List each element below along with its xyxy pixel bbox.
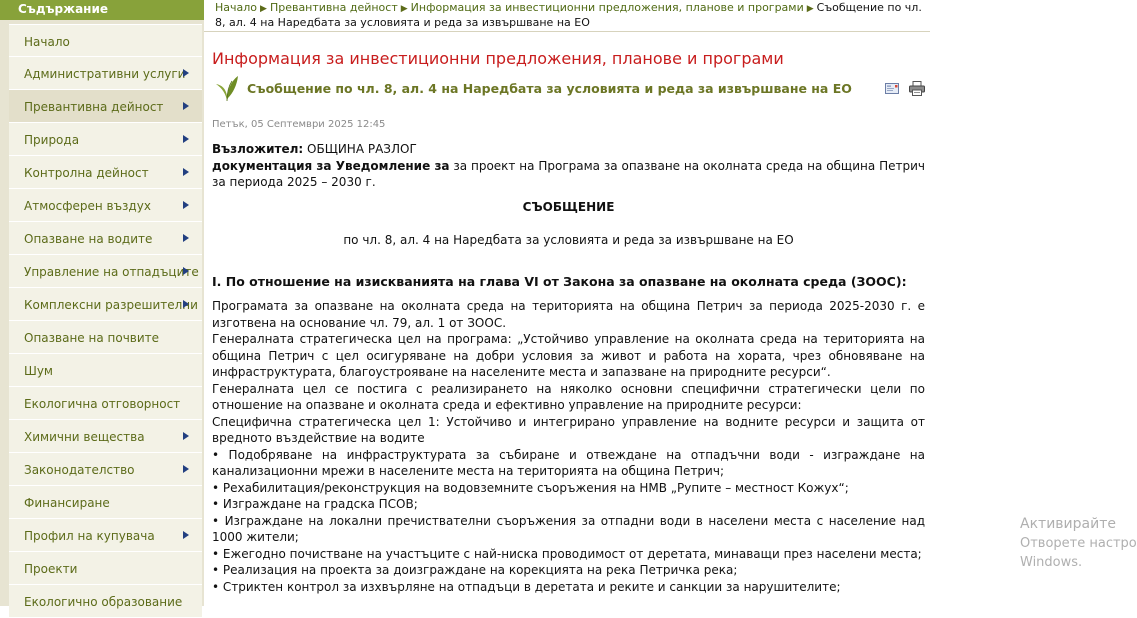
breadcrumb-link-investment-info[interactable]: Информация за инвестиционни предложения, планове и програми [410,1,804,14]
article-date: Петък, 05 Септември 2025 12:45 [212,119,386,130]
print-icon[interactable] [909,81,925,96]
sidebar-item-label: Профил на купувача [24,529,155,543]
chevron-right-icon [183,465,189,473]
list-item: • Стриктен контрол за изхвърляне на отпадъци в деретата и реките и санкции за нарушителите; [212,579,841,594]
sidebar-item-label: Проекти [24,562,78,576]
paragraph: Генералната цел се постига с реализирането на няколко основни специфични стратегически цели по отношение на опазване и околната среда и ефективно управление на природните ресурси: [212,381,925,412]
assignor-line [212,141,925,158]
list-item: • Рехабилитация/реконструкция на водовземните съоръжения на НМВ „Рупите – местност Кожух“; [212,480,849,495]
sidebar-nav [0,20,204,618]
sidebar-item-7[interactable] [9,255,202,288]
assignor-value: ОБЩИНА РАЗЛОГ [303,142,417,156]
breadcrumb-separator-icon: ▶ [260,4,267,14]
chevron-right-icon [183,531,189,539]
documentation-label: документация за Уведомление за [212,158,450,173]
email-icon[interactable] [885,83,899,94]
paragraph: Специфична стратегическа цел 1: Устойчиво и интегрирано управление на водните ресурси и защита от вредното въздействие на водите [212,414,925,445]
breadcrumb-current: Съобщение по чл. 8, ал. 4 на Наредбата за условията и реда за извършване на ЕО [215,1,922,29]
sidebar-header: Съдържание [0,0,204,20]
list-item: • Изграждане на локални пречиствателни съоръжения за отпадни води в населени места с население над 1000 жители; [212,513,925,544]
article-paragraphs [212,298,925,595]
main-content [204,0,1137,606]
sidebar-item-label: Административни услуги [24,67,186,81]
chevron-right-icon [183,69,189,77]
sidebar-item-10[interactable] [9,354,202,387]
sidebar-item-11[interactable] [9,387,202,420]
sidebar-item-label: Контролна дейност [24,166,149,180]
sidebar-item-13[interactable] [9,453,202,486]
watermark-line-3: Windows. [1020,555,1083,570]
section-heading: I. По отношение на изискванията на глава VI от Закона за опазване на околната среда (ЗООС): [212,273,907,289]
breadcrumb [204,0,930,32]
chevron-right-icon [183,267,189,275]
chevron-right-icon [183,432,189,440]
sidebar-item-6[interactable] [9,222,202,255]
list-item: • Изграждане на градска ПСОВ; [212,497,418,511]
chevron-right-icon [183,300,189,308]
paragraph: Генералната стратегическа цел на програма: „Устойчиво управление на околната среда на територията на община Петрич с цел осигуряване на добри условия за живот и работа на хората, чрез обновяване на инфраструктурата, благоустрояване на населените места и запазване на природните ресурси“. [212,332,925,379]
sidebar-item-15[interactable] [9,519,202,552]
paragraph: Програмата за опазване на околната среда на територията на община Петрич за периода 2025-2030 г. е изготвена на основание чл. 79, ал. 1 от ЗООС. [212,299,925,330]
list-item: • Реализация на проекта за доизграждане на корекцията на река Петричка река; [212,563,738,577]
documentation-line [212,158,925,191]
sidebar-item-label: Финансиране [24,496,110,510]
breadcrumb-separator-icon: ▶ [400,4,408,14]
notice-subheading: по чл. 8, ал. 4 на Наредбата за условията и реда за извършване на ЕО [343,233,794,247]
sidebar-item-17[interactable] [9,585,202,618]
chevron-right-icon [183,135,189,143]
sidebar-item-9[interactable] [9,321,202,354]
sidebar-item-4[interactable] [9,156,202,189]
page-title: Информация за инвестиционни предложения, планове и програми [212,49,784,68]
sidebar-item-label: Превантивна дейност [24,100,164,114]
sidebar-item-2[interactable] [9,90,202,123]
sidebar [0,0,204,609]
sidebar-item-12[interactable] [9,420,202,453]
breadcrumb-link-prevention[interactable]: Превантивна дейност [269,1,398,14]
chevron-right-icon [183,201,189,209]
sidebar-item-16[interactable] [9,552,202,585]
article-body [212,141,925,595]
sidebar-item-label: Комплексни разрешителни [24,298,198,312]
sidebar-item-label: Шум [24,364,53,378]
leaf-icon [214,74,240,102]
chevron-right-icon [183,234,189,242]
sidebar-item-label: Природа [24,133,80,147]
list-item: • Подобряване на инфраструктурата за събиране и отвеждане на отпадъчни води - изграждане на канализационни мрежи в населените места на територията на община Петрич; [212,447,925,478]
documentation-text: за проект на Програма за опазване на околната среда на община Петрич за периода 2025 – 2030 г. [212,158,925,189]
sidebar-item-label: Атмосферен въздух [24,199,151,213]
sidebar-item-label: Начало [24,35,70,49]
sidebar-item-label: Химични вещества [24,430,145,444]
sidebar-item-label: Екологично образование [24,595,183,609]
watermark-line-1: Активирайте [1020,516,1116,532]
sidebar-item-0[interactable] [9,24,202,57]
sidebar-item-label: Управление на отпадъците [24,265,199,279]
article-title: Съобщение по чл. 8, ал. 4 на Наредбата за условията и реда за извършване на ЕО [247,81,852,96]
notice-heading: СЪОБЩЕНИЕ [522,199,615,214]
windows-activation-watermark [1020,515,1137,572]
chevron-right-icon [183,168,189,176]
sidebar-item-label: Екологична отговорност [24,397,181,411]
sidebar-item-5[interactable] [9,189,202,222]
chevron-right-icon [183,102,189,110]
sidebar-item-3[interactable] [9,123,202,156]
watermark-line-2: Отворете настро [1020,536,1137,551]
sidebar-item-8[interactable] [9,288,202,321]
sidebar-item-14[interactable] [9,486,202,519]
list-item: • Ежегодно почистване на участъците с най-ниска проводимост от деретата, минаващи през населени места; [212,546,922,561]
breadcrumb-link-home[interactable]: Начало [215,1,258,14]
sidebar-item-label: Опазване на водите [24,232,153,246]
sidebar-item-label: Законодателство [24,463,135,477]
sidebar-item-1[interactable] [9,57,202,90]
breadcrumb-separator-icon: ▶ [806,4,814,14]
assignor-label: Възложител: [212,142,304,156]
sidebar-item-label: Опазване на почвите [24,331,160,345]
